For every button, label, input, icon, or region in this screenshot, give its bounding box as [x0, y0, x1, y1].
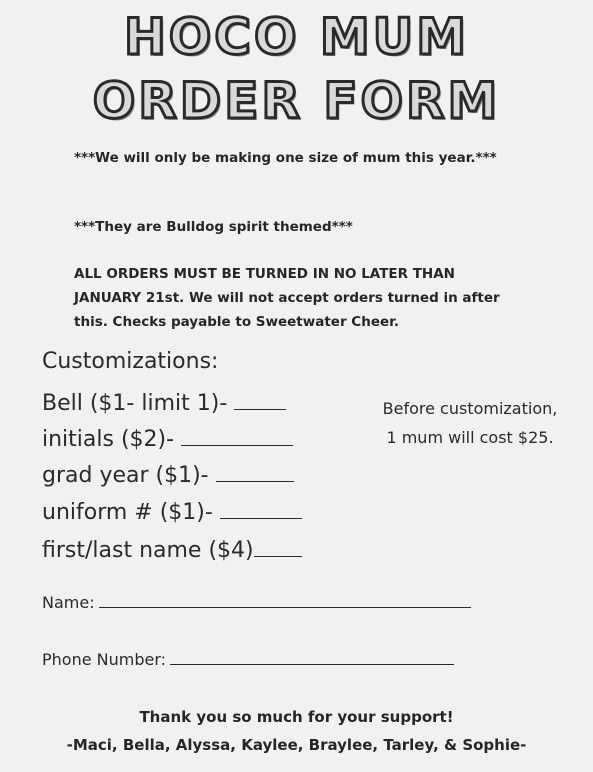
name-input-line[interactable] — [99, 593, 471, 608]
customizations-heading: Customizations: — [42, 349, 219, 374]
customization-bell — [42, 391, 286, 415]
price-note: Before customization, 1 mum will cost $25. — [382, 399, 558, 447]
customization-initials — [42, 427, 293, 451]
form-title-line-1: HOCO MUM — [123, 8, 470, 66]
customization-label: grad year ($1)- — [42, 463, 209, 488]
bell-blank-line[interactable] — [234, 391, 286, 410]
customization-label: uniform # ($1)- — [42, 500, 213, 525]
customization-uniform-number — [42, 500, 302, 524]
customization-label: first/last name ($4) — [42, 538, 254, 563]
uniform-number-blank-line[interactable] — [220, 500, 302, 519]
customization-name — [42, 538, 302, 562]
name-field — [42, 593, 471, 612]
name-label: Name: — [42, 593, 95, 612]
customization-grad-year — [42, 463, 294, 487]
form-title-line-2: ORDER FORM — [92, 72, 501, 130]
phone-input-line[interactable] — [170, 650, 454, 665]
phone-label: Phone Number: — [42, 650, 167, 669]
size-note: ***We will only be making one size of mum this year.*** — [74, 150, 497, 166]
grad-year-blank-line[interactable] — [216, 463, 294, 482]
thank-you-note: Thank you so much for your support! — [139, 708, 454, 726]
name-blank-line[interactable] — [254, 538, 302, 557]
phone-field — [42, 650, 454, 669]
initials-blank-line[interactable] — [181, 427, 293, 446]
deadline-note: ALL ORDERS MUST BE TURNED IN NO LATER THAN JANUARY 21st. We will not accept orders turned in after this. Checks payable to Sweetwater Cheer. — [74, 266, 500, 330]
customization-label: initials ($2)- — [42, 427, 175, 452]
theme-note: ***They are Bulldog spirit themed*** — [74, 219, 353, 235]
customization-label: Bell ($1- limit 1)- — [42, 391, 228, 416]
signature: -Maci, Bella, Alyssa, Kaylee, Braylee, Tarley, & Sophie- — [66, 736, 527, 754]
